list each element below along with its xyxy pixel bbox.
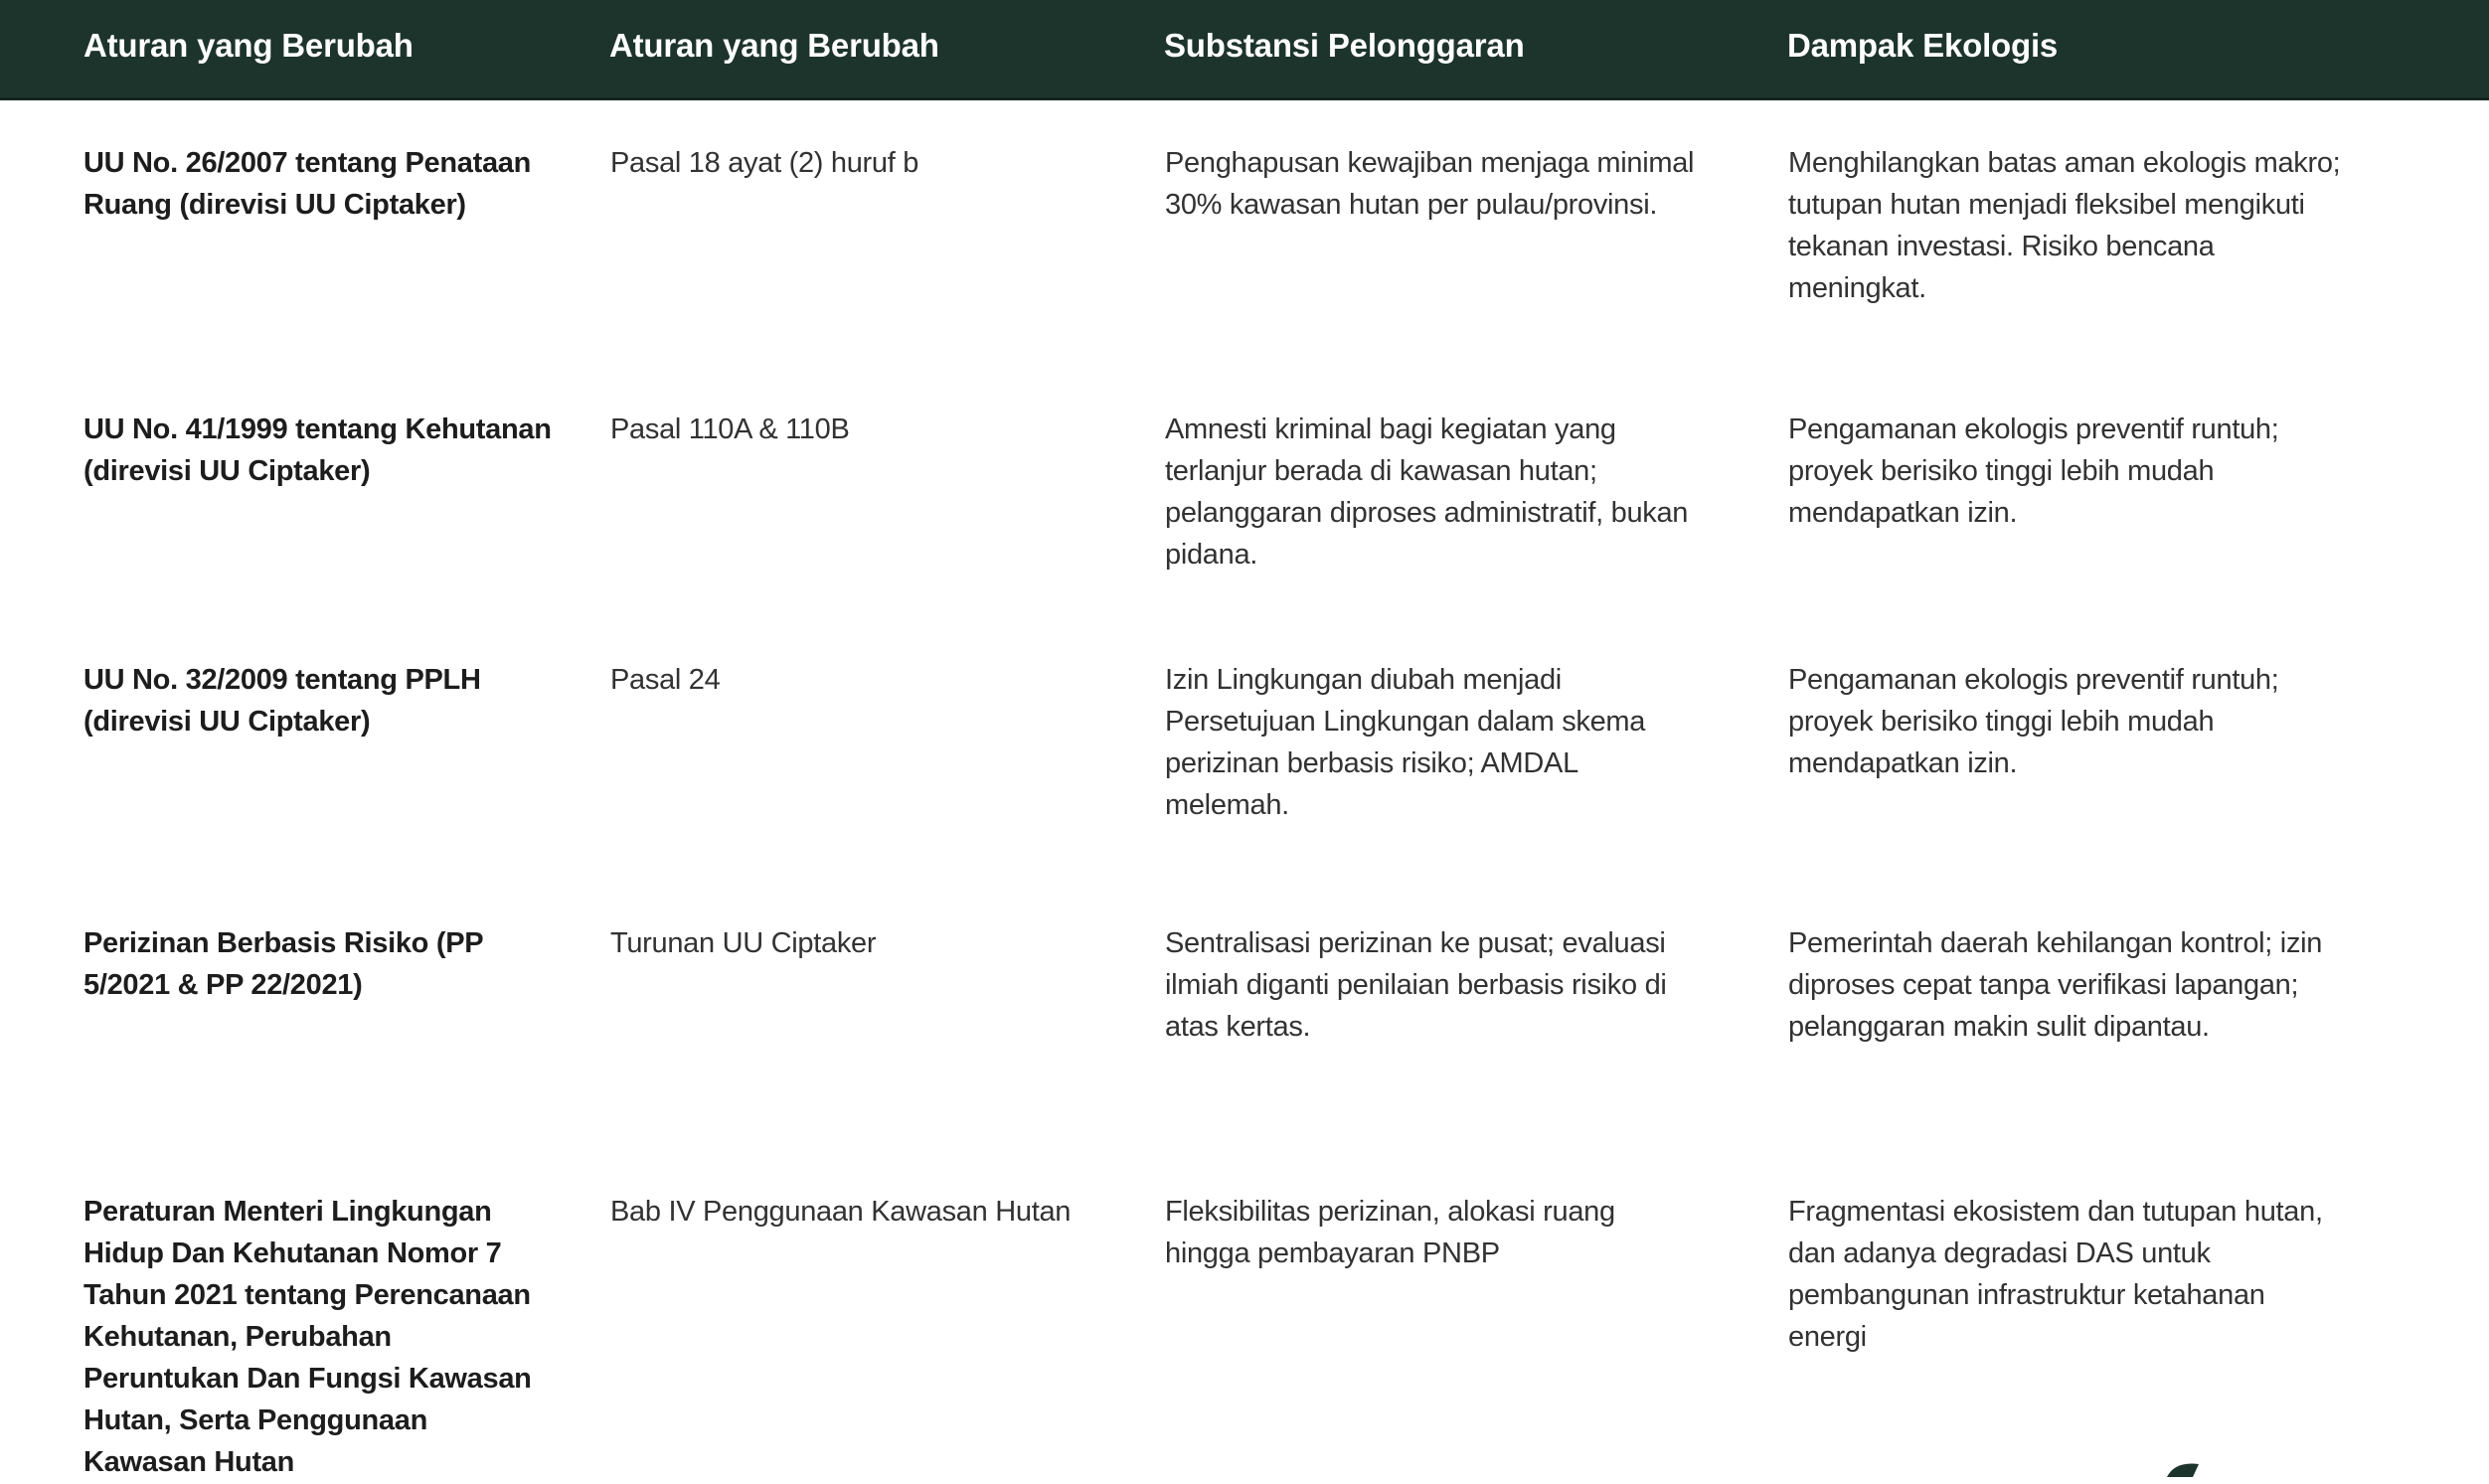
table-row [0,1149,2489,1484]
cell-regulation: UU No. 26/2007 tentang Penataan Ruang (direvisi UU Ciptaker) [83,146,532,221]
cell-regulation: UU No. 32/2009 tentang PPLH (direvisi UU Ciptaker) [83,664,481,738]
cell-substance: Sentralisasi perizinan ke pusat; evaluasi ilmiah diganti penilaian berbasis risiko di atas kertas. [1165,927,1667,1043]
column-header-regulation: Aturan yang Berubah [0,0,609,98]
cell-impact: Menghilangkan batas aman ekologis makro; tutupan hutan menjadi fleksibel mengikuti tekanan investasi. Risiko bencana meningkat. [1788,146,2341,304]
cell-impact: Pemerintah daerah kehilangan kontrol; izin diproses cepat tanpa verifikasi lapangan; pelanggaran makin sulit dipantau. [1788,927,2323,1043]
cutoff-leaf-icon [2163,1461,2207,1477]
cell-regulation: Perizinan Berbasis Risiko (PP 5/2021 & PP 22/2021) [83,927,483,1001]
table-row [0,881,2489,1149]
cell-impact: Pengamanan ekologis preventif runtuh; proyek berisiko tinggi lebih mudah mendapatkan izin. [1788,413,2279,529]
cell-article: Pasal 24 [610,664,721,696]
cell-substance: Izin Lingkungan diubah menjadi Persetujuan Lingkungan dalam skema perizinan berbasis risiko; AMDAL melemah. [1165,664,1646,821]
cell-regulation: Peraturan Menteri Lingkungan Hidup Dan Kehutanan Nomor 7 Tahun 2021 tentang Perencanaan Kehutanan, Perubahan Peruntukan Dan Fungsi Kawasan Hutan, Serta Penggunaan Kawasan Hutan [83,1196,532,1478]
cell-article: Turunan UU Ciptaker [610,927,877,959]
cell-substance: Penghapusan kewajiban menjaga minimal 30% kawasan hutan per pulau/provinsi. [1165,146,1695,221]
column-header-substance: Substansi Pelonggaran [1164,0,1787,98]
table-row [0,367,2489,617]
cell-impact: Fragmentasi ekosistem dan tutupan hutan, dan adanya degradasi DAS untuk pembangunan infrastruktur ketahanan energi [1788,1196,2323,1353]
table-row [0,98,2489,367]
cell-substance: Amnesti kriminal bagi kegiatan yang terlanjur berada di kawasan hutan; pelanggaran diproses administratif, bukan pidana. [1165,413,1689,571]
cell-article: Bab IV Penggunaan Kawasan Hutan [610,1196,1072,1228]
cell-impact: Pengamanan ekologis preventif runtuh; proyek berisiko tinggi lebih mudah mendapatkan izin. [1788,664,2279,779]
table-header [0,0,2489,98]
column-header-impact: Dampak Ekologis [1787,0,2489,98]
cell-article: Pasal 18 ayat (2) huruf b [610,146,919,179]
column-header-article: Aturan yang Berubah [609,0,1164,98]
cell-substance: Fleksibilitas perizinan, alokasi ruang hingga pembayaran PNBP [1165,1196,1615,1269]
table-row [0,617,2489,881]
header-row [0,0,2489,98]
cell-article: Pasal 110A & 110B [610,413,850,445]
cell-regulation: UU No. 41/1999 tentang Kehutanan (direvisi UU Ciptaker) [83,413,552,487]
table-body [0,98,2489,1484]
